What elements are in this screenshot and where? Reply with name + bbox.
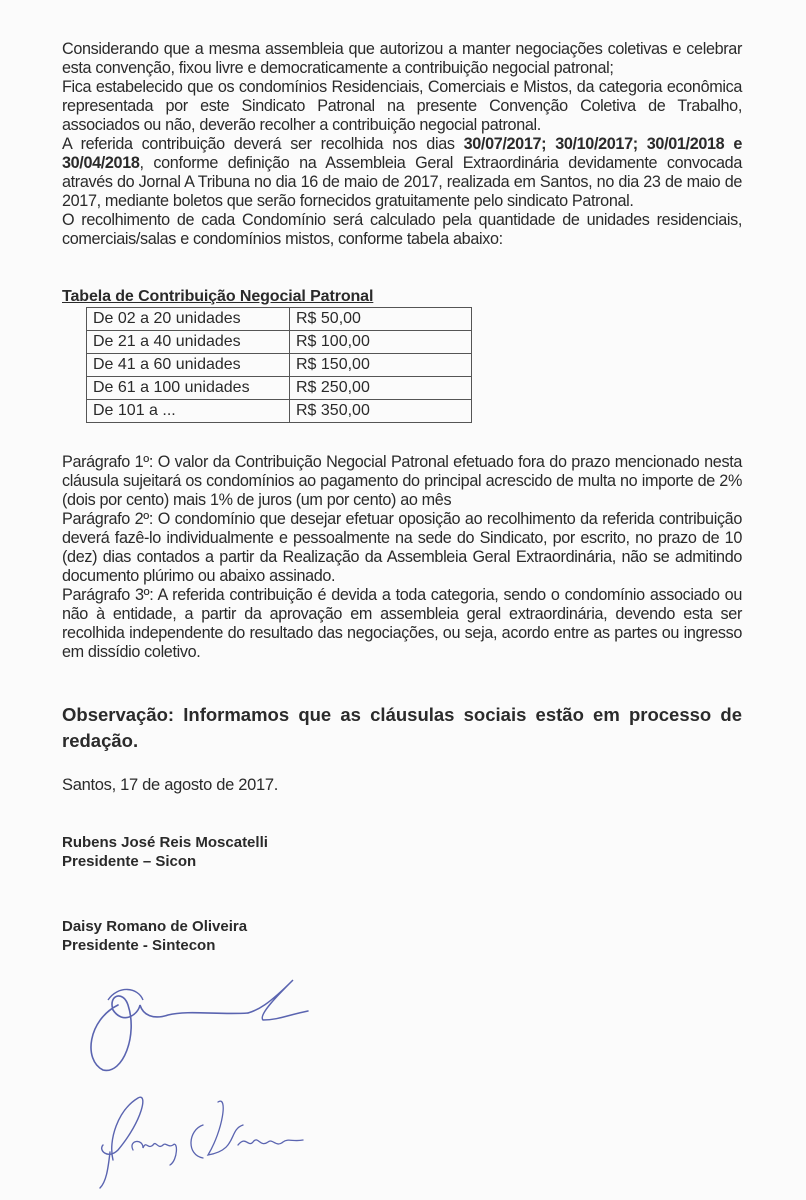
value-cell: R$ 100,00 bbox=[290, 331, 472, 354]
value-cell: R$ 250,00 bbox=[290, 377, 472, 400]
value-cell: R$ 150,00 bbox=[290, 354, 472, 377]
signature-daisy bbox=[78, 1090, 318, 1190]
signer-1-role: Presidente – Sicon bbox=[62, 853, 197, 870]
range-cell: De 101 a ... bbox=[87, 400, 290, 423]
paragraph-2: Parágrafo 2º: O condomínio que desejar efetuar oposição ao recolhimento da referida contribuição deverá fazê-lo individualmente e pessoalmente na sede do Sindicato, por escrito, no prazo de 10 (dez) dias contados a partir da Realização da Assembleia Geral Extraordinária, não se admitindo documento plúrimo ou abaixo assinado. bbox=[62, 510, 742, 585]
place-date: Santos, 17 de agosto de 2017. bbox=[62, 776, 279, 794]
range-cell: De 41 a 60 unidades bbox=[87, 354, 290, 377]
calculation-paragraph: O recolhimento de cada Condomínio será calculado pela quantidade de unidades residenciais, comerciais/salas e condomínios mistos, conforme tabela abaixo: bbox=[62, 211, 742, 248]
signer-1-name: Rubens José Reis Moscatelli bbox=[62, 834, 268, 851]
signature-rubens bbox=[78, 975, 338, 1075]
table-row bbox=[87, 308, 472, 331]
intro-paragraph-1: Considerando que a mesma assembleia que autorizou a manter negociações coletivas e celebrar esta convenção, fixou livre e democraticamente a contribuição negocial patronal; bbox=[62, 40, 742, 77]
spacer bbox=[62, 662, 742, 702]
document-page bbox=[62, 40, 742, 955]
paragraph-3: Parágrafo 3º: A referida contribuição é devida a toda categoria, sendo o condomínio associado ou não à entidade, a partir da aprovação em assembleia geral extraordinária, devendo esta ser recolhida independente do resultado das negociações, ou seja, acordo entre as partes ou ingresso em dissídio coletivo. bbox=[62, 586, 742, 661]
spacer bbox=[62, 795, 742, 833]
spacer bbox=[62, 423, 742, 453]
spacer bbox=[62, 871, 742, 917]
dates-bold-2: 30/04/2018 bbox=[62, 154, 140, 172]
table-row bbox=[87, 331, 472, 354]
table-row bbox=[87, 377, 472, 400]
value-cell: R$ 350,00 bbox=[290, 400, 472, 423]
dates-after: , conforme definição na Assembleia Geral Extraordinária devidamente convocada através do Jornal A Tribuna no dia 16 de maio de 2017, realizada em Santos, no dia 23 de maio de 2017, mediante boletos que serão fornecidos gratuitamente pelo sindicato Patronal. bbox=[62, 154, 742, 210]
value-cell: R$ 50,00 bbox=[290, 308, 472, 331]
table-row bbox=[87, 400, 472, 423]
range-cell: De 61 a 100 unidades bbox=[87, 377, 290, 400]
paragraph-1: Parágrafo 1º: O valor da Contribuição Negocial Patronal efetuado fora do prazo mencionado nesta cláusula sujeitará os condomínios ao pagamento do principal acrescido de multa no importe de 2% (dois por cento) mais 1% de juros (um por cento) ao mês bbox=[62, 453, 742, 509]
observation-note: Observação: Informamos que as cláusulas sociais estão em processo de redação. bbox=[62, 704, 742, 751]
signer-2-role: Presidente - Sintecon bbox=[62, 937, 216, 954]
table-title: Tabela de Contribuição Negocial Patronal bbox=[62, 288, 374, 305]
dates-before: A referida contribuição deverá ser recolhida nos dias bbox=[62, 135, 464, 153]
signer-2-name: Daisy Romano de Oliveira bbox=[62, 918, 248, 935]
contribution-table bbox=[86, 307, 472, 423]
intro-paragraph-2: Fica estabelecido que os condomínios Residenciais, Comerciais e Mistos, da categoria econômica representada por este Sindicato Patronal na presente Convenção Coletiva de Trabalho, associados ou não, deverão recolher a contribuição negocial patronal. bbox=[62, 78, 742, 134]
range-cell: De 21 a 40 unidades bbox=[87, 331, 290, 354]
spacer bbox=[62, 249, 742, 287]
dates-bold-1: 30/07/2017; 30/10/2017; 30/01/2018 bbox=[463, 135, 725, 153]
dates-conjunction: e bbox=[724, 135, 742, 153]
dates-paragraph bbox=[62, 135, 742, 211]
table-row bbox=[87, 354, 472, 377]
range-cell: De 02 a 20 unidades bbox=[87, 308, 290, 331]
spacer bbox=[62, 754, 742, 776]
